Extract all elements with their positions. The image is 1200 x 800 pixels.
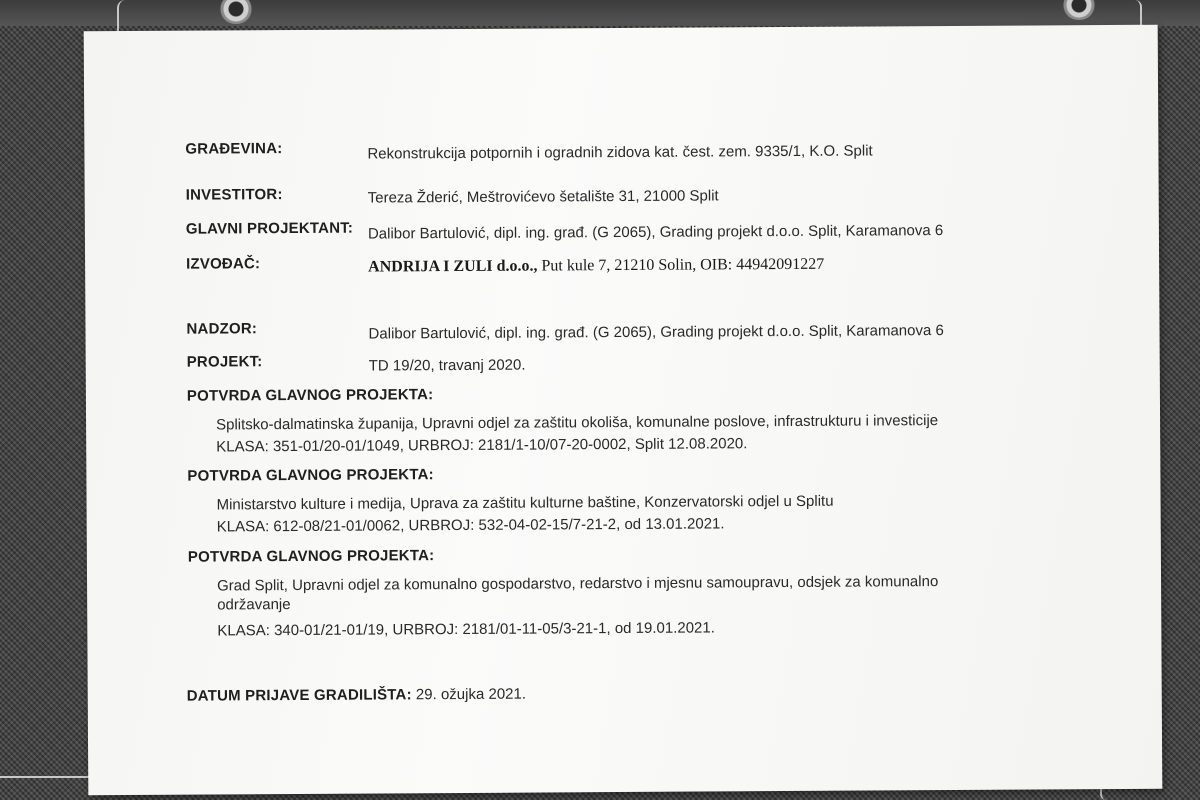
potvrda-2-line2: KLASA: 612-08/21-01/0062, URBROJ: 532-04-02-15/7-21-2, od 13.01.2021. [216, 515, 725, 536]
construction-site-sign [84, 25, 1163, 796]
glavni-projektant-label: GLAVNI PROJEKTANT: [185, 219, 354, 238]
potvrda-1-line1: Splitsko-dalmatinska županija, Upravni odjel za zaštitu okoliša, komunalne poslove, infrastrukturu i investicije [216, 412, 939, 434]
datum-prijave-row [187, 684, 526, 705]
glavni-projektant-value: Dalibor Bartulović, dipl. ing. građ. (G 2065), Grading projekt d.o.o. Split, Karamanova 6 [367, 222, 944, 243]
nadzor-value: Dalibor Bartulović, dipl. ing. građ. (G 2065), Grading projekt d.o.o. Split, Karamanova 6 [368, 322, 944, 343]
potvrda-2-line1: Ministarstvo kulture i medija, Uprava za zaštitu kulturne baštine, Konzervatorski odjel u Splitu [216, 492, 834, 514]
investitor-value: Tereza Žderić, Meštrovićevo šetalište 31, 21000 Split [367, 187, 719, 207]
gradevina-label: GRAĐEVINA: [185, 140, 283, 158]
izvodac-address: Put kule 7, 21210 Solin, OIB: 44942091227 [537, 255, 825, 275]
investitor-label: INVESTITOR: [185, 186, 283, 204]
potvrda-2-heading: POTVRDA GLAVNOG PROJEKTA: [187, 466, 434, 485]
potvrda-1-line2: KLASA: 351-01/20-01/1049, URBROJ: 2181/1-10/07-20-0002, Split 12.08.2020. [216, 435, 748, 456]
potvrda-3-line2: KLASA: 340-01/21-01/19, URBROJ: 2181/01-11-05/3-21-1, od 19.01.2021. [217, 619, 715, 640]
izvodac-label: IZVOĐAČ: [186, 255, 261, 273]
nadzor-label: NADZOR: [186, 320, 258, 338]
datum-prijave-value: 29. ožujka 2021. [411, 685, 527, 704]
potvrda-3-heading: POTVRDA GLAVNOG PROJEKTA: [187, 547, 435, 566]
mesh-fence-top [0, 0, 1200, 26]
potvrda-3-line1b: održavanje [217, 596, 291, 614]
potvrda-3-line1: Grad Split, Upravni odjel za komunalno gospodarstvo, redarstvo i mjesnu samoupravu, odsjek za komunalno [217, 573, 939, 595]
potvrda-1-heading: POTVRDA GLAVNOG PROJEKTA: [186, 386, 434, 405]
projekt-value: TD 19/20, travanj 2020. [368, 356, 526, 375]
gradevina-value: Rekonstrukcija potpornih i ogradnih zidova kat. čest. zem. 9335/1, K.O. Split [367, 142, 873, 163]
izvodac-company: ANDRIJA I ZULI d.o.o., [368, 257, 538, 276]
projekt-label: PROJEKT: [186, 353, 263, 371]
izvodac-value [368, 256, 824, 277]
datum-prijave-label: DATUM PRIJAVE GRADILIŠTA: [186, 686, 412, 705]
